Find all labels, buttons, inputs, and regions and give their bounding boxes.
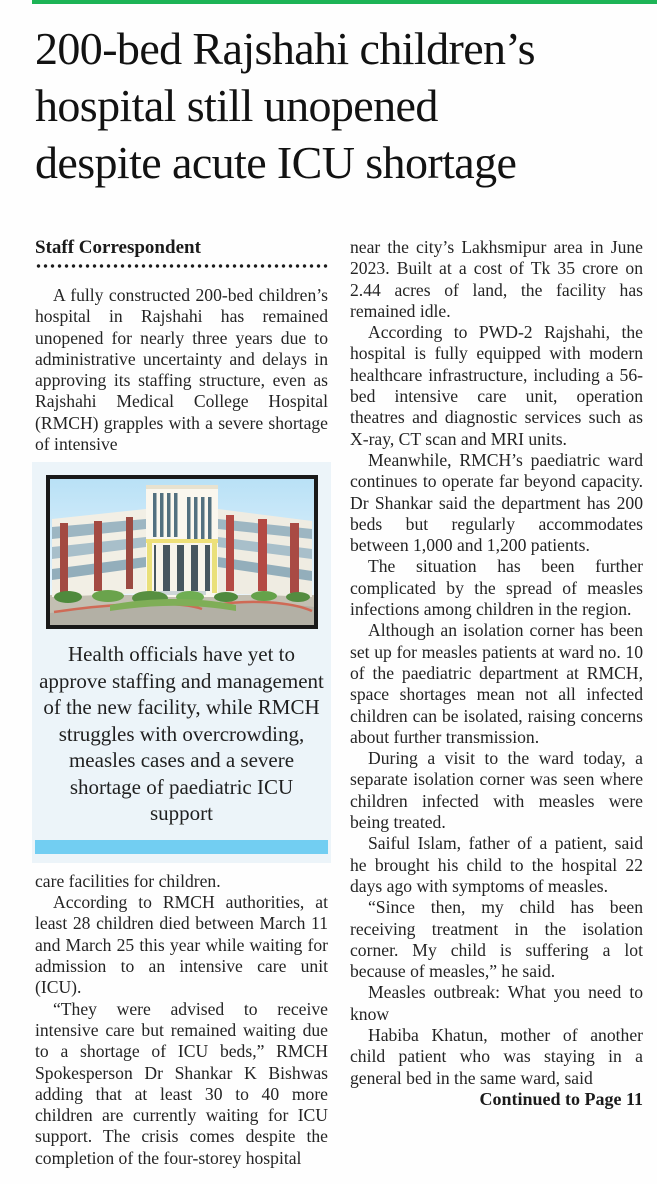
body-paragraph: Saiful Islam, father of a patient, said he brought his child to the hospital 22 days ago with symptoms of measles. bbox=[350, 833, 643, 896]
headline-line: hospital still unopened bbox=[35, 80, 438, 131]
body-paragraph: “They were advised to receive intensive care but remained waiting due to a shortage of ICU beds,” RMCH Spokesperson Dr Shankar K Bishwas adding that at least 30 to 40 more children are currently waiting for ICU support. The crisis comes despite the completion of the four-storey hospital bbox=[35, 998, 328, 1168]
body-paragraph: According to RMCH authorities, at least 28 children died between March 11 and March 25 this year while waiting for admission to an intensive care unit (ICU). bbox=[35, 892, 328, 998]
body-paragraph: The situation has been further complicated by the spread of measles infections among children in the region. bbox=[350, 556, 643, 620]
continued-note: Continued to Page 11 bbox=[479, 1088, 643, 1109]
body-paragraph: near the city’s Lakhsmipur area in June 2023. Built at a cost of Tk 35 crore on 2.44 acres of land, the facility has remained idle. bbox=[350, 237, 643, 321]
body-paragraph: According to PWD-2 Rajshahi, the hospital is fully equipped with modern healthcare infrastructure, including a 56-bed intensive care unit, operation theatres and diagnostic services such as X-ray, CT scan and MRI units. bbox=[350, 322, 643, 449]
byline-dotted-rule bbox=[35, 263, 328, 269]
body-paragraph: Although an isolation corner has been set up for measles patients at ward no. 10 of the paediatric department at RMCH, space shortages mean not all infected children can be isolated, raising concerns about further transmission. bbox=[350, 620, 643, 747]
article-body bbox=[35, 237, 643, 1169]
right-column bbox=[350, 237, 643, 1169]
body-paragraph: Measles outbreak: What you need to know bbox=[350, 982, 643, 1024]
body-paragraph: “Since then, my child has been receiving treatment in the isolation corner. My child is suffering a lot because of measles,” he said. bbox=[350, 897, 643, 982]
photo-panel bbox=[32, 462, 331, 863]
headline-line: 200-bed Rajshahi children’s bbox=[35, 23, 535, 74]
headline bbox=[35, 20, 643, 191]
hospital-photo bbox=[46, 475, 318, 629]
body-paragraph: Meanwhile, RMCH’s paediatric ward continues to operate far beyond capacity. Dr Shankar said the department has 200 beds but regularly accommodates between 1,000 and 1,200 patients. bbox=[350, 449, 643, 556]
headline-line: despite acute ICU shortage bbox=[35, 137, 517, 188]
left-column bbox=[35, 237, 328, 1169]
body-paragraph: Habiba Khatun, mother of another child patient who was staying in a general bed in the same ward, said bbox=[350, 1024, 643, 1088]
photo-caption: Health officials have yet to approve staffing and management of the new facility, while RMCH struggles with overcrowding, measles cases and a severe shortage of paediatric ICU support bbox=[39, 642, 324, 826]
byline: Staff Correspondent bbox=[35, 237, 201, 258]
caption-accent-bar bbox=[35, 840, 328, 854]
top-accent-bar bbox=[32, 0, 657, 4]
body-paragraph: A fully constructed 200-bed children’s hospital in Rajshahi has remained unopened for nearly three years due to administrative uncertainty and delays in approving its staffing structure, even as Rajshahi Medical College Hospital (RMCH) grapples with a severe shortage of intensive bbox=[35, 285, 328, 455]
body-paragraph: During a visit to the ward today, a separate isolation corner was seen where children infected with measles were being treated. bbox=[350, 748, 643, 833]
body-paragraph: care facilities for children. bbox=[35, 870, 221, 891]
